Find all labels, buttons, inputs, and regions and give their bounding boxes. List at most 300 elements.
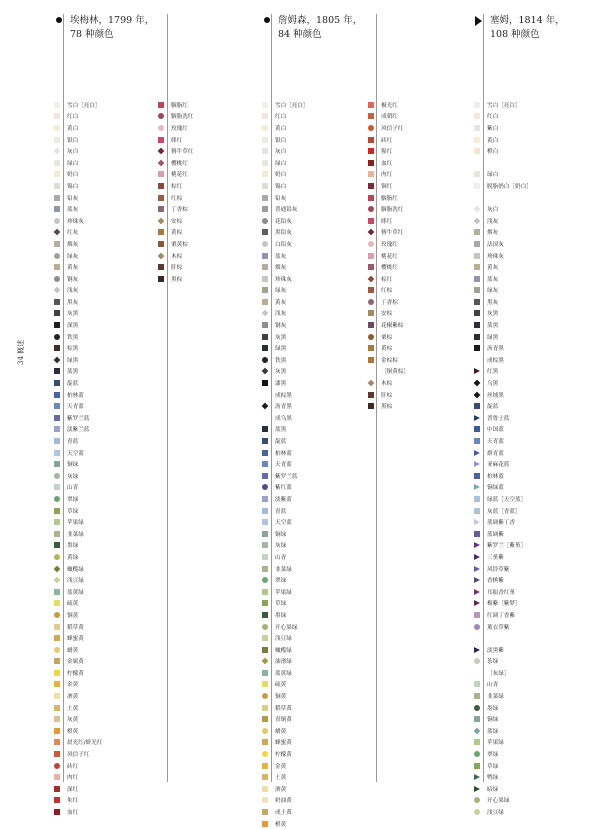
color-swatch-square-icon: [262, 160, 268, 166]
color-swatch-circle-icon: [262, 241, 268, 247]
color-name: 成乌黑: [275, 415, 292, 422]
color-name: 茶绿: [487, 659, 499, 666]
color-entry: [54, 215, 102, 227]
color-entry: [474, 169, 532, 181]
color-swatch-circle-icon: [474, 797, 480, 803]
color-entry: [474, 319, 532, 331]
color-swatch-circle-icon: [54, 554, 60, 560]
color-entry: [474, 400, 532, 412]
color-swatch-square-icon: [262, 508, 268, 514]
color-swatch-circle-icon: [54, 473, 60, 479]
color-entry: [262, 238, 309, 250]
color-entry: [474, 632, 532, 644]
color-swatch-diamond-icon: [262, 403, 269, 410]
color-swatch-square-icon: [262, 206, 268, 212]
color-name: 普鲁士蓝: [487, 415, 510, 422]
color-swatch-square-icon: [54, 113, 60, 119]
color-entry: [368, 145, 409, 157]
color-entry: [474, 771, 532, 783]
color-swatch-circle-icon: [368, 125, 374, 131]
color-name: 深黑: [67, 323, 79, 330]
color-entry: [262, 400, 309, 412]
color-name: 蓝灰: [67, 207, 79, 214]
color-swatch-square-icon: [368, 357, 374, 363]
color-swatch-square-icon: [262, 229, 268, 235]
color-swatch-diamond-icon: [158, 217, 165, 224]
color-swatch-square-icon: [368, 264, 374, 270]
color-entry: [262, 227, 309, 239]
color-entry: [54, 331, 102, 343]
color-entry: [262, 690, 309, 702]
color-name: 青蓝: [67, 439, 79, 446]
color-entry: [474, 493, 532, 505]
color-swatch-square-icon: [368, 113, 374, 119]
color-name: 浅灰: [67, 288, 79, 295]
color-entry: [158, 238, 193, 250]
color-entry: [368, 308, 409, 320]
color-name: 铜绿蓝: [487, 485, 504, 492]
color-name: 绿黑: [487, 334, 499, 341]
color-swatch-circle-icon: [474, 658, 480, 664]
color-entry: [262, 157, 309, 169]
color-name: 蓝黄绿: [67, 589, 84, 596]
color-name: 硫黄: [275, 682, 287, 689]
color-entry: [474, 702, 532, 714]
color-name: 灰白: [275, 149, 287, 156]
color-name: 韭菜绿: [487, 694, 504, 701]
color-swatch-square-icon: [262, 589, 268, 595]
color-name: 青铜黄: [275, 717, 292, 724]
color-entry: [54, 771, 102, 783]
color-name: 亚麻花蓝: [487, 462, 510, 469]
color-swatch-square-icon: [158, 241, 164, 247]
color-name: 浅豆绿: [487, 810, 504, 817]
color-entry: [368, 169, 409, 181]
color-swatch-circle-icon: [54, 647, 60, 653]
color-name: 铁黑: [67, 334, 79, 341]
color-swatch-square-icon: [474, 287, 480, 293]
color-name: 蜡黄: [275, 728, 287, 735]
color-name: 丁香棕: [381, 299, 398, 306]
color-name: 烟灰: [275, 265, 287, 272]
color-swatch-square-icon: [262, 786, 268, 792]
color-name: 浅豆绿: [67, 578, 84, 585]
color-name: 耳振香红堇: [487, 589, 515, 596]
color-swatch-square-icon: [262, 253, 268, 259]
color-name: 樱桃红: [171, 160, 188, 167]
color-entry: [54, 621, 102, 633]
color-entry: [474, 273, 532, 285]
color-swatch-square-icon: [262, 600, 268, 606]
color-swatch-square-icon: [474, 125, 480, 131]
color-name: 灰蓝［青蓝］: [487, 508, 521, 515]
color-name: 木棕: [381, 381, 393, 388]
color-entry: [262, 203, 309, 215]
color-name: 漆黑: [275, 381, 287, 388]
color-name: 锡白: [67, 183, 79, 190]
color-swatch-square-icon: [474, 148, 480, 154]
color-swatch-square-icon: [262, 264, 268, 270]
color-entry: [262, 296, 309, 308]
color-name: 成棕黑: [487, 357, 504, 364]
color-name: 雪白［亮白］: [487, 102, 521, 109]
color-swatch-square-icon: [158, 229, 164, 235]
color-entry: [474, 296, 532, 308]
color-entry: [474, 667, 532, 679]
color-entry: [474, 250, 532, 262]
color-name: 雪白［亮白］: [67, 102, 101, 109]
color-name: 黑棕: [171, 276, 183, 283]
color-swatch-square-icon: [54, 693, 60, 699]
color-swatch-diamond-icon: [474, 380, 481, 387]
color-entry: [262, 563, 309, 575]
color-name: 胭脂洗红: [171, 114, 194, 121]
color-entry: [474, 679, 532, 691]
color-name: 珍珠灰: [67, 218, 84, 225]
color-swatch-square-icon: [54, 345, 60, 351]
color-swatch-circle-icon: [368, 334, 374, 340]
color-swatch-square-icon: [474, 612, 480, 618]
color-name: 翠绿: [275, 578, 287, 585]
color-entry: [54, 157, 102, 169]
color-name: 山青: [487, 682, 499, 689]
color-swatch-square-icon: [474, 299, 480, 305]
color-swatch-square-icon: [54, 322, 60, 328]
color-entry: [474, 690, 532, 702]
color-entry: [262, 713, 309, 725]
color-name: 灰白: [487, 207, 499, 214]
color-entry: [262, 111, 309, 123]
color-name: 橙黄: [275, 821, 287, 828]
color-swatch-square-icon: [54, 624, 60, 630]
color-name: 紫白: [487, 125, 499, 132]
color-name: 靛蓝: [487, 404, 499, 411]
color-swatch-circle-icon: [262, 577, 268, 583]
color-name: 铜绿: [275, 531, 287, 538]
color-swatch-square-icon: [474, 438, 480, 444]
color-swatch-square-icon: [368, 195, 374, 201]
color-entry: [262, 783, 309, 795]
color-entry: [158, 180, 193, 192]
color-swatch-square-icon: [368, 137, 374, 143]
color-name: 紫罗兰蓝: [67, 415, 90, 422]
color-entry: [54, 632, 102, 644]
color-swatch-chevron-icon: [474, 461, 480, 467]
color-name: 紫红蓝: [275, 485, 292, 492]
color-swatch-square-icon: [368, 218, 374, 224]
color-swatch-square-icon: [54, 183, 60, 189]
color-name: 红调丁香紫: [487, 612, 515, 619]
color-swatch-circle-icon: [262, 357, 268, 363]
color-swatch-square-icon: [54, 786, 60, 792]
color-swatch-square-icon: [262, 797, 268, 803]
color-swatch-square-icon: [262, 612, 268, 618]
color-swatch-square-icon: [262, 705, 268, 711]
color-swatch-square-icon: [54, 438, 60, 444]
color-name: 橄榄绿: [67, 566, 84, 573]
color-swatch-square-icon: [262, 473, 268, 479]
color-swatch-square-icon: [262, 426, 268, 432]
color-swatch-square-icon: [262, 739, 268, 745]
color-entry: [474, 331, 532, 343]
color-name: 苹果绿: [275, 589, 292, 596]
color-entry: [158, 203, 193, 215]
color-swatch-square-icon: [262, 322, 268, 328]
color-entry: [158, 134, 193, 146]
color-name: 铜黄: [67, 612, 79, 619]
color-name: 蓝调紫丁香: [487, 520, 515, 527]
color-swatch-circle-icon: [54, 218, 60, 224]
color-entry: [474, 713, 532, 725]
color-entry: [474, 203, 532, 215]
color-entry: [474, 354, 532, 366]
color-swatch-chevron-icon: [474, 542, 480, 548]
color-swatch-circle-icon: [368, 299, 374, 305]
color-swatch-diamond-icon: [54, 229, 61, 236]
color-name: 法国灰: [487, 241, 504, 248]
color-entry: [474, 505, 532, 517]
color-swatch-diamond-icon: [54, 577, 61, 584]
color-swatch-square-icon: [54, 797, 60, 803]
color-swatch-square-icon: [158, 171, 164, 177]
color-name: 砖红: [67, 763, 79, 770]
color-entry: [262, 806, 309, 818]
color-swatch-square-icon: [368, 160, 374, 166]
color-name: 血红: [67, 810, 79, 817]
color-entry: [262, 667, 309, 679]
color-name: 黑铅灰: [275, 230, 292, 237]
color-entry: [54, 354, 102, 366]
color-swatch-square-icon: [474, 739, 480, 745]
color-entry: [368, 319, 409, 331]
color-name: 柠檬黄: [275, 752, 292, 759]
color-entry: [158, 145, 193, 157]
page-side-label: 34 概述: [17, 339, 25, 365]
color-swatch-square-icon: [262, 125, 268, 131]
color-swatch-diamond-icon: [474, 217, 481, 224]
color-swatch-square-icon: [262, 287, 268, 293]
color-swatch-square-icon: [262, 148, 268, 154]
color-name: 绯红: [381, 218, 393, 225]
color-swatch-circle-icon: [262, 693, 268, 699]
color-name: 黄绿: [67, 554, 79, 561]
color-entry: [474, 366, 532, 378]
color-swatch-square-icon: [54, 461, 60, 467]
color-entry: [54, 656, 102, 668]
color-name: 砖红: [381, 137, 393, 144]
color-name: 黄灰: [487, 265, 499, 272]
color-name: 灰黑: [275, 369, 287, 376]
color-swatch-square-icon: [474, 496, 480, 502]
color-name: 花椒紫棕: [381, 323, 404, 330]
color-entry: [474, 621, 532, 633]
color-swatch-square-icon: [158, 195, 164, 201]
color-entry: [54, 505, 102, 517]
color-swatch-square-icon: [368, 148, 374, 154]
color-entry: [54, 470, 102, 482]
color-entry: [54, 250, 102, 262]
color-name: 铁黑: [275, 357, 287, 364]
color-name: 绿白: [487, 172, 499, 179]
color-swatch-diamond-icon: [158, 148, 165, 155]
color-swatch-square-icon: [158, 183, 164, 189]
color-name: 沥青黑: [275, 404, 292, 411]
color-name: 风信子红: [67, 752, 90, 759]
dot-icon: [56, 17, 62, 23]
color-name: 紫罗兰［紫堇］: [487, 543, 527, 550]
color-name: 黄白: [67, 125, 79, 132]
color-entry: [262, 598, 309, 610]
color-swatch-square-icon: [262, 195, 268, 201]
color-entry: [54, 285, 102, 297]
color-name: 红白: [487, 114, 499, 121]
color-name: 锡白: [275, 183, 287, 190]
color-name: 淡紫蓝: [275, 496, 292, 503]
color-entry: [54, 308, 102, 320]
color-name: 黑棕: [381, 404, 393, 411]
color-name: 铅灰: [275, 195, 287, 202]
color-entry: [262, 250, 309, 262]
color-entry: [368, 377, 409, 389]
color-entry: [474, 458, 532, 470]
color-entry: [262, 122, 309, 134]
color-entry: [474, 412, 532, 424]
color-swatch-diamond-icon: [158, 252, 165, 259]
color-entry: [158, 111, 193, 123]
color-swatch-diamond-icon: [54, 148, 61, 155]
color-swatch-square-icon: [54, 716, 60, 722]
color-entry: [54, 482, 102, 494]
color-entry: [54, 574, 102, 586]
color-entry: [54, 493, 102, 505]
color-name: 绿灰: [275, 288, 287, 295]
color-name: 翠绿: [487, 752, 499, 759]
color-swatch-square-icon: [262, 670, 268, 676]
chevron-icon: [475, 16, 482, 26]
color-entry: [54, 551, 102, 563]
color-entry: [262, 656, 309, 668]
color-name: 墨绿: [67, 543, 79, 550]
color-entry: [368, 111, 409, 123]
color-swatch-square-icon: [54, 264, 60, 270]
color-name: 钢灰: [67, 276, 79, 283]
color-swatch-square-icon: [262, 809, 268, 815]
color-swatch-square-icon: [262, 450, 268, 456]
section-header-jameson: [278, 14, 362, 42]
color-name: 红黑: [487, 369, 499, 376]
color-swatch-chevron-icon: [474, 647, 480, 653]
color-swatch-square-icon: [262, 334, 268, 340]
color-swatch-square-icon: [54, 542, 60, 548]
color-entry: [368, 192, 409, 204]
color-name: ［铜黄棕］: [381, 369, 409, 376]
color-entry: [54, 366, 102, 378]
color-entry: [54, 122, 102, 134]
color-name: 金黄: [275, 763, 287, 770]
color-entry: [474, 586, 532, 598]
color-name: 绿白: [275, 160, 287, 167]
color-entry: [474, 806, 532, 818]
color-name: 靛蓝: [67, 381, 79, 388]
color-entry: [54, 528, 102, 540]
color-swatch-circle-icon: [54, 276, 60, 282]
color-name: 山青: [67, 485, 79, 492]
color-swatch-diamond-icon: [474, 391, 481, 398]
color-entry: [54, 238, 102, 250]
color-entry: [474, 435, 532, 447]
color-swatch-chevron-icon: [474, 519, 480, 525]
color-swatch-square-icon: [474, 113, 480, 119]
color-name: 奶白: [275, 172, 287, 179]
color-swatch-square-icon: [158, 102, 164, 108]
color-entry: [262, 771, 309, 783]
color-swatch-chevron-icon: [474, 450, 480, 456]
color-swatch-square-icon: [474, 508, 480, 514]
color-name: 灰黑: [487, 311, 499, 318]
color-swatch-square-icon: [54, 241, 60, 247]
color-swatch-circle-icon: [54, 763, 60, 769]
color-swatch-square-icon: [54, 368, 60, 374]
color-name: 胭脂洗红: [381, 207, 404, 214]
color-entry: [474, 424, 532, 436]
color-name: 天青蓝: [67, 404, 84, 411]
color-entry: [54, 435, 102, 447]
color-swatch-square-icon: [474, 137, 480, 143]
color-name: 红棕: [171, 195, 183, 202]
section-title: 詹姆森，1805 年，: [278, 15, 363, 26]
color-list-emerin-1: [54, 99, 102, 818]
color-swatch-square-icon: [262, 763, 268, 769]
color-swatch-square-icon: [262, 299, 268, 305]
color-entry: [262, 586, 309, 598]
color-name: 胭脂红: [381, 195, 398, 202]
color-entry: [54, 192, 102, 204]
color-swatch-square-icon: [474, 426, 480, 432]
color-name: 黑灰: [67, 299, 79, 306]
color-swatch-circle-icon: [54, 612, 60, 618]
color-name: 墨绿: [275, 612, 287, 619]
color-name: 棕红: [381, 276, 393, 283]
color-swatch-square-icon: [474, 322, 480, 328]
color-entry: [54, 806, 102, 818]
color-name: 群青蓝: [487, 450, 504, 457]
color-entry: [54, 99, 102, 111]
color-entry: [54, 702, 102, 714]
color-swatch-square-icon: [54, 739, 60, 745]
color-swatch-diamond-icon: [54, 356, 61, 363]
color-name: 肉红: [381, 172, 393, 179]
color-swatch-square-icon: [262, 519, 268, 525]
color-name: 深红: [67, 786, 79, 793]
color-name: 成土黄: [275, 810, 292, 817]
color-entry: [54, 667, 102, 679]
color-name: 草绿: [275, 601, 287, 608]
color-name: 铜绿: [487, 717, 499, 724]
color-name: 浅灰: [275, 311, 287, 318]
color-entry: [262, 99, 309, 111]
color-entry: [368, 354, 409, 366]
color-name: 红棕: [381, 288, 393, 295]
color-entry: [158, 261, 193, 273]
color-entry: [368, 285, 409, 297]
color-name: 金黄: [67, 682, 79, 689]
color-swatch-diamond-icon: [158, 159, 165, 166]
color-name: 灰白: [67, 149, 79, 156]
color-entry: [474, 783, 532, 795]
color-name: 肉红: [67, 775, 79, 782]
color-swatch-square-icon: [54, 160, 60, 166]
color-entry: [474, 551, 532, 563]
